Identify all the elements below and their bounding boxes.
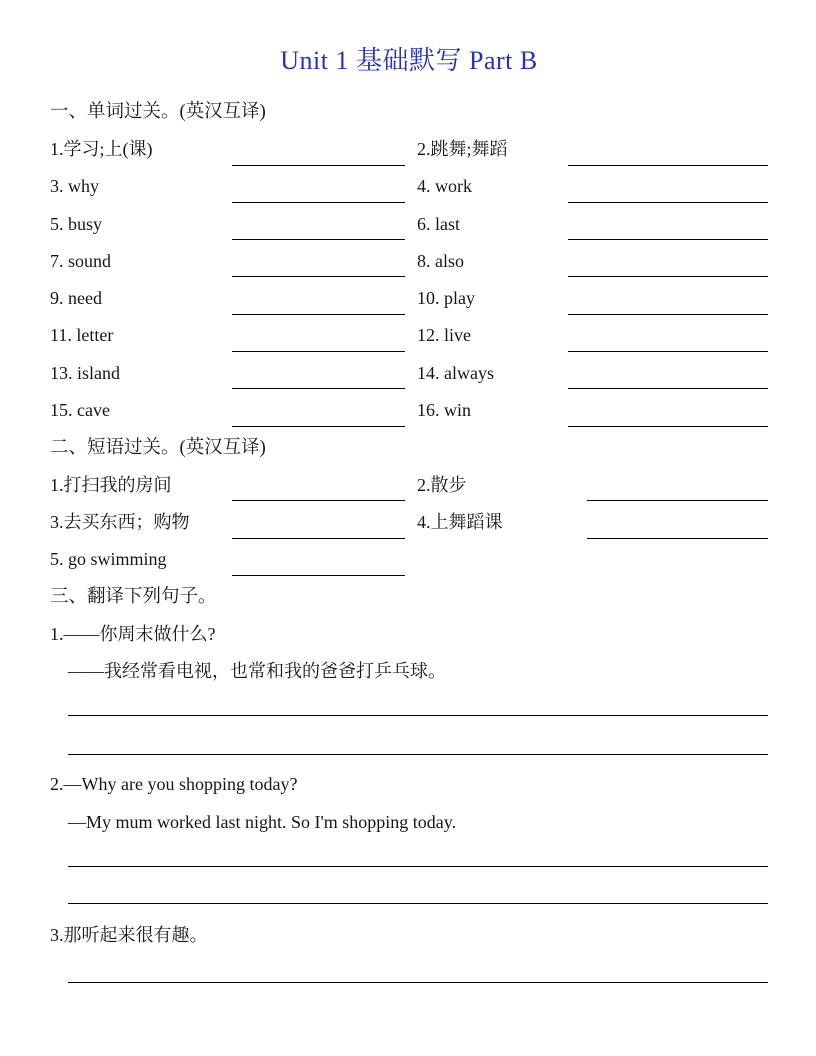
word-blank-5[interactable]: [232, 203, 405, 240]
word-blank-13[interactable]: [232, 352, 405, 389]
word-label-15: 15. cave: [50, 400, 110, 421]
section-words-heading-label: 一、单词过关。(英汉互译): [50, 102, 266, 123]
word-label-3: 3. why: [50, 176, 99, 197]
word-label-5: 5. busy: [50, 213, 103, 234]
word-row-8: [50, 389, 768, 426]
word-row-3: [50, 203, 768, 240]
phrase-blank-3[interactable]: [232, 501, 405, 538]
translation-q3-question: [50, 914, 768, 951]
word-blank-8[interactable]: [568, 240, 768, 277]
word-label-7: 7. sound: [50, 250, 112, 271]
word-label-12: 12. live: [417, 325, 471, 346]
word-row-4: [50, 240, 768, 277]
phrase-blank-1[interactable]: [232, 464, 405, 501]
word-row-2: [50, 166, 768, 203]
word-label-1: 1.学习;上(课): [50, 139, 153, 159]
translation-q1-question-text: 1.——你周末做什么?: [50, 623, 216, 644]
section-translation-heading: [50, 576, 768, 613]
word-blank-7[interactable]: [232, 240, 405, 277]
translation-q1-reply: [50, 650, 768, 687]
word-blank-11[interactable]: [232, 315, 405, 352]
translation-q2-reply: [50, 801, 768, 838]
translation-q1-question: [50, 613, 768, 650]
section-words-heading: [50, 91, 768, 128]
word-blank-15[interactable]: [232, 389, 405, 426]
word-blank-10[interactable]: [568, 277, 768, 314]
translation-q2-reply-text: —My mum worked last night. So I'm shopping today.: [68, 811, 457, 832]
phrase-label-3: 3.去买东西；购物: [50, 511, 190, 532]
translation-q1-reply-text: ——我经常看电视，也常和我的爸爸打乒乓球。: [68, 661, 446, 682]
word-label-2: 2.跳舞;舞蹈: [417, 139, 508, 159]
word-blank-6[interactable]: [568, 203, 768, 240]
answer-line-5[interactable]: [68, 952, 768, 983]
phrase-row-2: [50, 501, 768, 538]
word-blank-12[interactable]: [568, 315, 768, 352]
translation-q3-question-text: 3.那听起来很有趣。: [50, 925, 208, 946]
word-label-11: 11. letter: [50, 325, 114, 346]
phrase-blank-4[interactable]: [587, 501, 768, 538]
phrase-label-2: 2.散步: [417, 474, 467, 495]
word-label-4: 4. work: [417, 176, 472, 197]
word-row-7: [50, 352, 768, 389]
word-blank-14[interactable]: [568, 352, 768, 389]
word-label-8: 8. also: [417, 250, 464, 271]
translation-q2-question: [50, 764, 768, 801]
translation-q2-question-text: 2.—Why are you shopping today?: [50, 774, 298, 795]
word-blank-4[interactable]: [568, 166, 768, 203]
word-label-6: 6. last: [417, 213, 460, 234]
phrase-row-3: [50, 539, 768, 576]
answer-line-1[interactable]: [68, 688, 768, 716]
word-label-14: 14. always: [417, 362, 494, 383]
word-blank-9[interactable]: [232, 277, 405, 314]
word-label-16: 16. win: [417, 400, 471, 421]
word-row-6: [50, 315, 768, 352]
answer-line-3[interactable]: [68, 838, 768, 867]
word-label-10: 10. play: [417, 288, 475, 309]
section-translation-heading-label: 三、翻译下列句子。: [50, 586, 217, 607]
phrase-blank-2[interactable]: [587, 464, 768, 501]
word-row-5: [50, 277, 768, 314]
phrase-label-1: 1.打扫我的房间: [50, 474, 172, 495]
answer-line-2[interactable]: [68, 716, 768, 755]
word-blank-1[interactable]: [232, 128, 405, 165]
word-blank-2[interactable]: [568, 128, 768, 165]
word-label-9: 9. need: [50, 288, 102, 309]
phrase-row-1: [50, 464, 768, 501]
word-row-1: [50, 128, 768, 165]
phrase-label-5: 5. go swimming: [50, 549, 167, 570]
phrase-label-4: 4.上舞蹈课: [417, 511, 503, 532]
page-title: Unit 1 基础默写 Part B: [280, 46, 538, 75]
section-phrases-heading: [50, 427, 768, 464]
word-blank-3[interactable]: [232, 166, 405, 203]
word-label-13: 13. island: [50, 362, 120, 383]
answer-line-4[interactable]: [68, 867, 768, 904]
section-phrases-heading-label: 二、短语过关。(英汉互译): [50, 437, 266, 458]
phrase-blank-5[interactable]: [232, 539, 405, 576]
word-blank-16[interactable]: [568, 389, 768, 426]
